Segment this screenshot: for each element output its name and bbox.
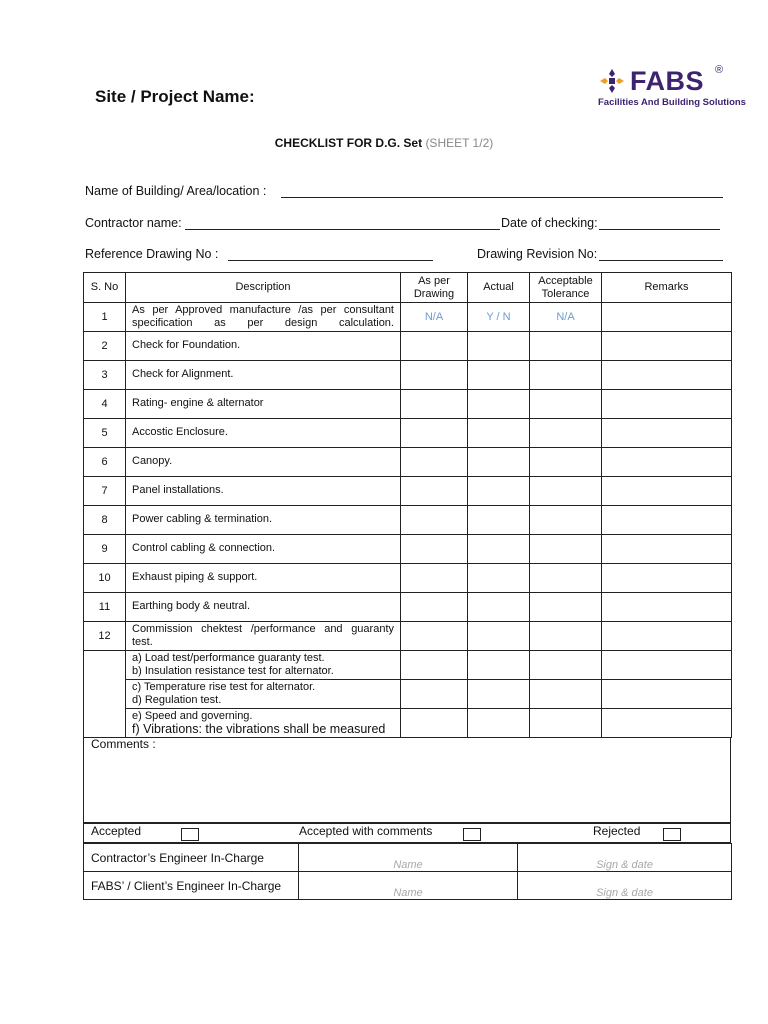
subtest-description (126, 650, 401, 679)
tolerance-cell[interactable]: N/A (530, 303, 602, 332)
remarks-cell[interactable] (602, 447, 732, 476)
table-header-row (84, 273, 732, 303)
row-description: As per Approved manufacture /as per consultant specification as per design calculation. (126, 303, 401, 332)
row-number: 3 (84, 360, 126, 389)
table-row (84, 360, 732, 389)
contractor-field-label: Contractor name: (85, 216, 182, 230)
remarks-cell[interactable] (602, 303, 732, 332)
comments-box[interactable] (83, 737, 731, 823)
tolerance-cell[interactable] (530, 708, 602, 737)
tolerance-cell[interactable] (530, 592, 602, 621)
as-per-drawing-cell[interactable] (401, 650, 468, 679)
as-per-drawing-cell[interactable] (401, 679, 468, 708)
subtest-number-cell (84, 650, 126, 679)
signoff-role: FABS’ / Client’s Engineer In-Charge (84, 872, 299, 900)
table-row (84, 447, 732, 476)
actual-cell[interactable] (468, 476, 530, 505)
subtest-number-cell (84, 708, 126, 737)
actual-cell[interactable] (468, 534, 530, 563)
table-row (84, 534, 732, 563)
as-per-drawing-cell[interactable] (401, 331, 468, 360)
rejected-label: Rejected (593, 824, 641, 838)
name-field[interactable]: Name (299, 844, 518, 872)
date-field-label: Date of checking: (501, 216, 598, 230)
reference-drawing-label: Reference Drawing No : (85, 247, 219, 261)
signoff-table (83, 843, 732, 900)
row-description: Rating- engine & alternator (126, 389, 401, 418)
row-description: Panel installations. (126, 476, 401, 505)
site-project-name-label: Site / Project Name: (95, 87, 255, 106)
table-row (84, 563, 732, 592)
as-per-drawing-cell[interactable] (401, 418, 468, 447)
tolerance-cell[interactable] (530, 389, 602, 418)
table-row (84, 592, 732, 621)
tolerance-cell[interactable] (530, 650, 602, 679)
logo-wordmark: FABS (630, 66, 705, 96)
tolerance-cell[interactable] (530, 476, 602, 505)
row-description: Power cabling & termination. (126, 505, 401, 534)
tolerance-cell[interactable] (530, 563, 602, 592)
building-field-line[interactable] (281, 197, 723, 198)
actual-cell[interactable] (468, 592, 530, 621)
signoff-row (84, 872, 732, 900)
remarks-cell[interactable] (602, 505, 732, 534)
row-number: 12 (84, 621, 126, 650)
accepted-with-comments-label: Accepted with comments (299, 824, 433, 838)
sheet-indicator: (SHEET 1/2) (425, 136, 494, 150)
acceptance-row (83, 823, 731, 843)
tolerance-cell[interactable] (530, 331, 602, 360)
header-tolerance: Acceptable Tolerance (530, 273, 602, 303)
as-per-drawing-cell[interactable] (401, 476, 468, 505)
remarks-cell[interactable] (602, 331, 732, 360)
tolerance-cell[interactable] (530, 505, 602, 534)
actual-cell[interactable] (468, 650, 530, 679)
remarks-cell[interactable] (602, 679, 732, 708)
remarks-cell[interactable] (602, 563, 732, 592)
row-description: Check for Foundation. (126, 331, 401, 360)
table-row (84, 621, 732, 650)
sign-date-field[interactable]: Sign & date (518, 844, 732, 872)
remarks-cell[interactable] (602, 389, 732, 418)
subtest-description (126, 708, 401, 737)
accepted-checkbox[interactable] (181, 828, 199, 841)
actual-cell[interactable] (468, 331, 530, 360)
header-sno: S. No (84, 273, 126, 303)
comments-label: Comments : (91, 737, 156, 751)
subtest-line: a) Load test/performance guaranty test. (132, 651, 325, 664)
date-field-line[interactable] (599, 229, 720, 230)
row-number: 4 (84, 389, 126, 418)
row-description: Exhaust piping & support. (126, 563, 401, 592)
actual-cell[interactable] (468, 389, 530, 418)
actual-cell[interactable]: Y / N (468, 303, 530, 332)
revision-field-line[interactable] (599, 260, 723, 261)
remarks-cell[interactable] (602, 650, 732, 679)
table-row (84, 389, 732, 418)
row-description: Commission chektest /performance and guaranty test. (126, 621, 401, 650)
row-number: 2 (84, 331, 126, 360)
row-number: 1 (84, 303, 126, 332)
accepted-with-comments-checkbox[interactable] (463, 828, 481, 841)
remarks-cell[interactable] (602, 476, 732, 505)
as-per-drawing-cell[interactable] (401, 447, 468, 476)
tolerance-cell[interactable] (530, 679, 602, 708)
registered-mark: ® (715, 64, 724, 76)
as-per-drawing-cell[interactable] (401, 389, 468, 418)
subtest-line: c) Temperature rise test for alternator. (132, 680, 316, 693)
row-description: Check for Alignment. (126, 360, 401, 389)
signoff-row (84, 844, 732, 872)
header-actual: Actual (468, 273, 530, 303)
subtest-number-cell (84, 679, 126, 708)
header-as-per-drawing: As per Drawing (401, 273, 468, 303)
name-field[interactable]: Name (299, 872, 518, 900)
table-row (84, 505, 732, 534)
header-description: Description (126, 273, 401, 303)
tolerance-cell[interactable] (530, 418, 602, 447)
signoff-role: Contractor’s Engineer In-Charge (84, 844, 299, 872)
subtest-description (126, 679, 401, 708)
as-per-drawing-cell[interactable] (401, 621, 468, 650)
row-number: 9 (84, 534, 126, 563)
remarks-cell[interactable] (602, 621, 732, 650)
fabs-logo-icon (598, 67, 626, 95)
actual-cell[interactable] (468, 447, 530, 476)
tolerance-cell[interactable] (530, 360, 602, 389)
remarks-cell[interactable] (602, 418, 732, 447)
subtest-line: e) Speed and governing. (132, 709, 253, 722)
remarks-cell[interactable] (602, 708, 732, 737)
as-per-drawing-cell[interactable] (401, 563, 468, 592)
row-description: Accostic Enclosure. (126, 418, 401, 447)
building-field-label: Name of Building/ Area/location : (85, 184, 267, 198)
tolerance-cell[interactable] (530, 534, 602, 563)
row-number: 8 (84, 505, 126, 534)
actual-cell[interactable] (468, 621, 530, 650)
row-number: 7 (84, 476, 126, 505)
table-row (84, 331, 732, 360)
title-text: CHECKLIST FOR D.G. Set (274, 136, 423, 150)
fabs-logo (598, 64, 746, 110)
as-per-drawing-cell[interactable] (401, 360, 468, 389)
document-title (0, 136, 768, 150)
actual-cell[interactable] (468, 505, 530, 534)
as-per-drawing-cell[interactable] (401, 534, 468, 563)
row-description: Canopy. (126, 447, 401, 476)
row-description: Control cabling & connection. (126, 534, 401, 563)
row-number: 10 (84, 563, 126, 592)
row-number: 5 (84, 418, 126, 447)
subtest-row (84, 679, 732, 708)
table-row (84, 303, 732, 332)
table-row (84, 476, 732, 505)
remarks-cell[interactable] (602, 534, 732, 563)
rejected-checkbox[interactable] (663, 828, 681, 841)
logo-tagline: Facilities And Building Solutions (598, 97, 746, 108)
subtest-row (84, 650, 732, 679)
row-number: 11 (84, 592, 126, 621)
subtest-row (84, 708, 732, 737)
actual-cell[interactable] (468, 360, 530, 389)
checklist-table (83, 272, 732, 738)
row-number: 6 (84, 447, 126, 476)
contractor-field-line[interactable] (185, 229, 500, 230)
accepted-label: Accepted (91, 824, 142, 838)
row-description: Earthing body & neutral. (126, 592, 401, 621)
subtest-line: b) Insulation resistance test for alternator. (132, 664, 334, 677)
as-per-drawing-cell[interactable] (401, 592, 468, 621)
header-remarks: Remarks (602, 273, 732, 303)
actual-cell[interactable] (468, 679, 530, 708)
table-row (84, 418, 732, 447)
subtest-line: f) Vibrations: the vibrations shall be measured (132, 721, 386, 736)
actual-cell[interactable] (468, 418, 530, 447)
actual-cell[interactable] (468, 708, 530, 737)
revision-field-label: Drawing Revision No: (477, 247, 598, 261)
reference-drawing-line[interactable] (228, 260, 433, 261)
subtest-line: d) Regulation test. (132, 693, 222, 706)
as-per-drawing-cell[interactable] (401, 505, 468, 534)
as-per-drawing-cell[interactable]: N/A (401, 303, 468, 332)
actual-cell[interactable] (468, 563, 530, 592)
sign-date-field[interactable]: Sign & date (518, 872, 732, 900)
remarks-cell[interactable] (602, 592, 732, 621)
remarks-cell[interactable] (602, 360, 732, 389)
as-per-drawing-cell[interactable] (401, 708, 468, 737)
tolerance-cell[interactable] (530, 621, 602, 650)
tolerance-cell[interactable] (530, 447, 602, 476)
